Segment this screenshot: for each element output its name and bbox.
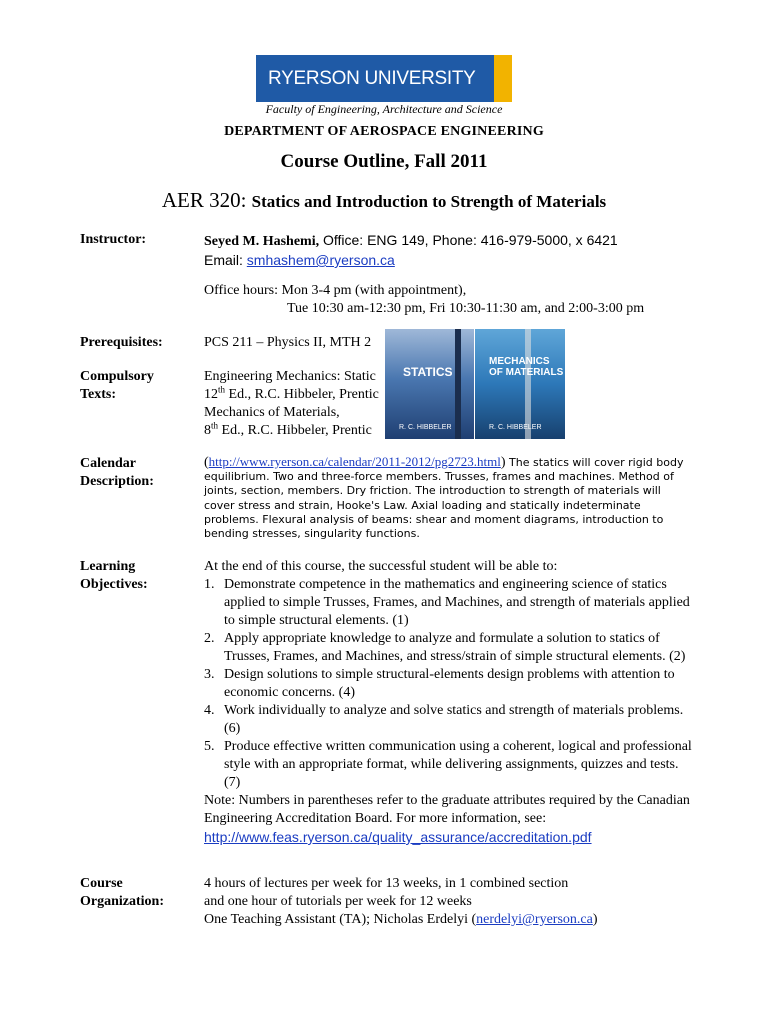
compulsory-texts — [204, 368, 379, 440]
mechanics-book-cover — [475, 329, 565, 439]
accreditation-link[interactable]: http://www.feas.ryerson.ca/quality_assurance/accreditation.pdf — [204, 829, 592, 845]
objectives-list — [204, 576, 694, 792]
department-heading: DEPARTMENT OF AEROSPACE ENGINEERING — [224, 124, 544, 139]
instructor-label: Instructor: — [80, 232, 147, 247]
statics-book-title: STATICS — [403, 365, 453, 379]
calendar-label-line1: Calendar — [80, 456, 136, 471]
course-organization — [204, 875, 598, 929]
organization-line3: One Teaching Assistant (TA); Nicholas Erdelyi (nerdelyi@ryerson.ca) — [204, 912, 598, 927]
university-logo — [256, 55, 512, 102]
calendar-link[interactable]: http://www.ryerson.ca/calendar/2011-2012/pg2723.html — [208, 454, 501, 469]
list-item: 3. Design solutions to simple structural-elements design problems with attention to economic concerns. (4) — [204, 667, 675, 700]
text2-edition: 8th Ed., R.C. Hibbeler, Prentic — [204, 420, 372, 438]
faculty-name: Faculty of Engineering, Architecture and Science — [265, 102, 503, 116]
list-item: 4. Work individually to analyze and solve statics and strength of materials problems. (6) — [204, 703, 684, 736]
objectives-intro: At the end of this course, the successful student will be able to: — [204, 559, 558, 574]
calendar-text: The statics will cover rigid body equilibrium. Two and three-force members. Trusses, frames and machines. Method of joints, section, members. Dry friction. The introduction to strength of materials will cover stress and strain, Hooke's Law. Axial loading and statically indeterminate problems. Flexural analysis of beams: shear and moment diagrams, introduction to bending stresses, singularity functions. — [204, 456, 684, 541]
course-code: AER 320: — [161, 188, 247, 212]
prerequisites-value: PCS 211 – Physics II, MTH 2 — [204, 335, 372, 350]
calendar-label-line2: Description: — [80, 474, 154, 489]
calendar-label — [80, 455, 154, 491]
email-label: Email: — [204, 252, 247, 268]
course-title — [0, 188, 768, 213]
organization-label — [80, 875, 164, 911]
textbook-covers — [385, 329, 565, 439]
texts-label — [80, 368, 154, 404]
statics-book-author: R. C. HIBBELER — [399, 424, 452, 431]
text1-edition: 12th Ed., R.C. Hibbeler, Prentic — [204, 384, 379, 402]
mechanics-book-title: MECHANICS OF MATERIALS — [489, 356, 564, 378]
list-item: 2. Apply appropriate knowledge to analyze and formulate a solution to statics of Trusses, Frames, and Machines, and stress/strain of simple structural elements. (2) — [204, 631, 686, 664]
texts-label-line1: Compulsory — [80, 369, 154, 384]
instructor-office: Office: ENG 149, Phone: 416-979-5000, x 6421 — [319, 232, 618, 248]
organization-label-line2: Organization: — [80, 894, 164, 909]
organization-label-line1: Course — [80, 876, 123, 891]
objectives-label — [80, 558, 148, 594]
texts-label-line2: Texts: — [80, 387, 117, 402]
organization-line2: and one hour of tutorials per week for 12 weeks — [204, 894, 472, 909]
text1-title: Engineering Mechanics: Static — [204, 369, 376, 384]
text2-title: Mechanics of Materials, — [204, 405, 340, 420]
accreditation-note: Note: Numbers in parentheses refer to the graduate attributes required by the Canadian Engineering Accreditation Board. For more information, see: — [204, 793, 690, 826]
instructor-name: Seyed M. Hashemi, — [204, 234, 320, 249]
calendar-description: (http://www.ryerson.ca/calendar/2011-2012/pg2723.html) The statics will cover rigid body equilibrium. Two and three-force members. Trusses, frames and machines. Method of joints, section, members. Dry friction. The introduction to strength of materials will cover stress and strain, Hooke's Law. Axial loading and statically indeterminate problems. Flexural analysis of beams: shear and moment diagrams, introduction to bending stresses, singularity functions. — [204, 454, 684, 541]
logo-gold-bar — [494, 55, 512, 102]
mechanics-book-author: R. C. HIBBELER — [489, 424, 542, 431]
list-item: 1. Demonstrate competence in the mathematics and engineering science of statics applied to simple Trusses, Frames, and Machines, and strength of materials applied to simple structural elements. (1) — [204, 577, 690, 628]
objectives-label-line1: Learning — [80, 559, 136, 574]
ta-email-link[interactable]: nerdelyi@ryerson.ca — [476, 912, 593, 927]
instructor-info — [204, 231, 618, 269]
instructor-email-link[interactable]: smhashem@ryerson.ca — [246, 252, 395, 268]
office-hours — [204, 282, 644, 318]
prerequisites-label: Prerequisites: — [80, 335, 163, 350]
organization-line1: 4 hours of lectures per week for 13 weeks, in 1 combined section — [204, 876, 569, 891]
learning-objectives — [204, 558, 694, 846]
statics-book-cover — [385, 329, 474, 439]
outline-heading: Course Outline, Fall 2011 — [280, 151, 488, 172]
logo-text: RYERSON UNIVERSITY — [268, 68, 476, 89]
office-hours-line2: Tue 10:30 am-12:30 pm, Fri 10:30-11:30 am, and 2:00-3:00 pm — [287, 301, 645, 316]
course-name: Statics and Introduction to Strength of Materials — [251, 192, 607, 211]
list-item: 5. Produce effective written communication using a coherent, logical and professional style with an appropriate format, while delivering assignments, quizzes and tests. (7) — [204, 739, 692, 790]
objectives-label-line2: Objectives: — [80, 577, 148, 592]
office-hours-line1: Office hours: Mon 3-4 pm (with appointment), — [204, 283, 467, 298]
